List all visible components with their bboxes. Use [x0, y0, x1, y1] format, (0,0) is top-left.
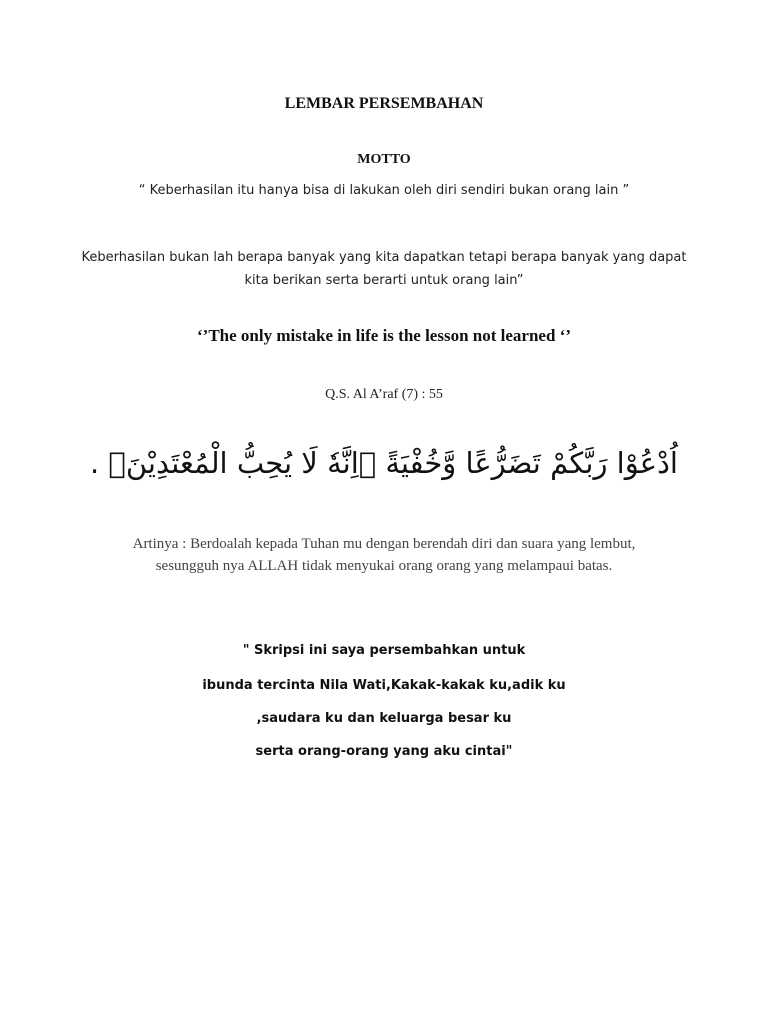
dedication-line: " Skripsi ini saya persembahkan untuk — [242, 643, 526, 658]
motto-quote: “ Keberhasilan itu hanya bisa di lakukan oleh diri sendiri bukan orang lain ” — [138, 183, 630, 198]
verse-translation — [0, 533, 768, 577]
dedication-line: ibunda tercinta Nila Wati,Kakak-kakak ku,adik ku — [202, 678, 566, 693]
page-title: LEMBAR PERSEMBAHAN — [284, 95, 484, 112]
verse-reference: Q.S. Al A’raf (7) : 55 — [325, 387, 443, 402]
dedication-line: serta orang-orang yang aku cintai" — [255, 744, 513, 759]
arabic-verse: اُدْعُوْا رَبَّكُمْ تَضَرُّعًا وَّخُفْيَةً ۗاِنَّهٗ لَا يُحِبُّ الْمُعْتَدِيْنَۚ . — [90, 446, 678, 480]
english-quote: ‘’The only mistake in life is the lesson not learned ‘’ — [197, 326, 571, 345]
motto-paragraph-line: kita berikan serta berarti untuk orang lain” — [244, 273, 524, 288]
motto-heading: MOTTO — [357, 152, 411, 167]
translation-line: Artinya : Berdoalah kepada Tuhan mu dengan berendah diri dan suara yang lembut, — [132, 536, 636, 552]
translation-line: sesungguh nya ALLAH tidak menyukai orang orang yang melampaui batas. — [155, 558, 613, 574]
motto-paragraph — [0, 246, 768, 292]
dedication-line: ,saudara ku dan keluarga besar ku — [256, 711, 512, 726]
motto-paragraph-line: Keberhasilan bukan lah berapa banyak yang kita dapatkan tetapi berapa banyak yang dapat — [81, 250, 687, 265]
